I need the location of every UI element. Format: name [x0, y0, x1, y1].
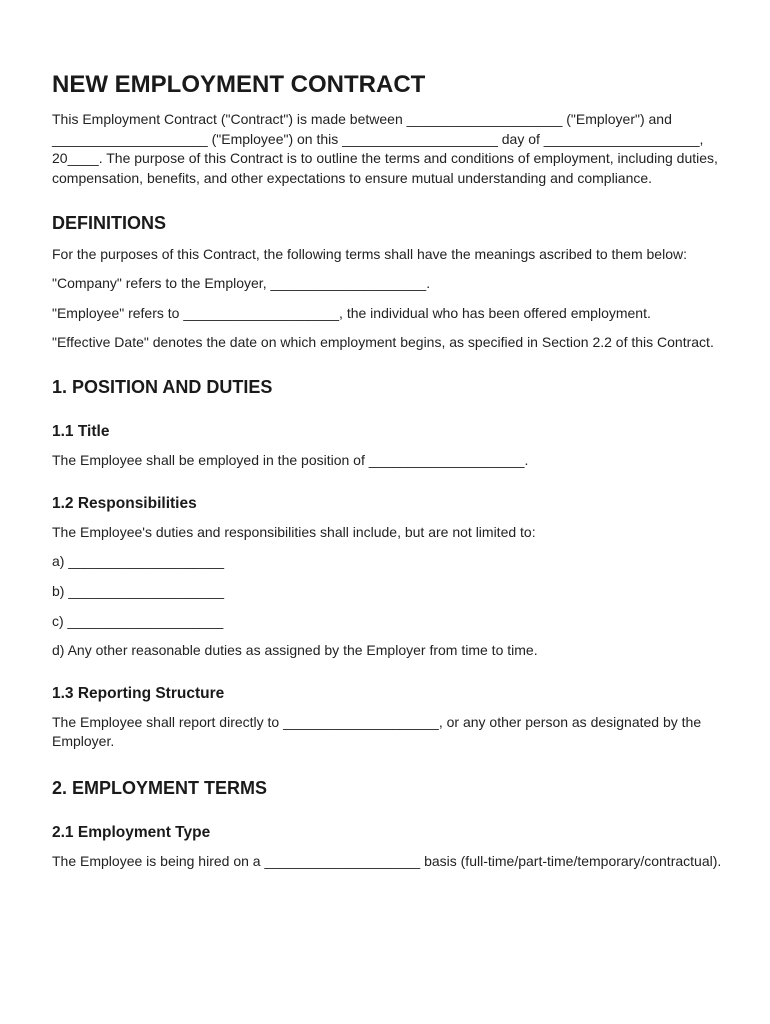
section-2-1-heading: 2.1 Employment Type	[52, 824, 211, 841]
responsibility-item: b) ____________________	[52, 583, 225, 600]
definitions-heading: DEFINITIONS	[52, 213, 167, 234]
definitions-intro: For the purposes of this Contract, the following terms shall have the meanings ascribed to them below:	[52, 246, 687, 263]
intro-paragraph: This Employment Contract ("Contract") is made between ____________________ ("Employer") and ____________________ ("Employee") on this ____________________ day of ____________________, 20____. The purpose of this Contract is to outline the terms and conditions of employment, including duties, compensation, benefits, and other expectations to ensure mutual understanding and compliance.	[52, 111, 718, 186]
section-1-1-body: The Employee shall be employed in the position of ____________________.	[52, 452, 529, 469]
definition-item: "Employee" refers to ____________________, the individual who has been offered employment.	[52, 304, 651, 321]
document-title: NEW EMPLOYMENT CONTRACT	[52, 71, 426, 98]
section-1-2-body: The Employee's duties and responsibilities shall include, but are not limited to:	[52, 523, 536, 540]
section-2-heading: 2. EMPLOYMENT TERMS	[52, 778, 268, 798]
document-page	[52, 70, 722, 872]
responsibility-item: d) Any other reasonable duties as assigned by the Employer from time to time.	[52, 642, 538, 659]
section-1-1-heading: 1.1 Title	[52, 423, 110, 441]
definition-item: "Company" refers to the Employer, ____________________.	[52, 275, 431, 292]
section-2-1-body: The Employee is being hired on a ____________________ basis (full-time/part-time/temporary/contractual).	[52, 853, 722, 869]
responsibility-item: a) ____________________	[52, 553, 225, 570]
section-1-3-body: The Employee shall report directly to ____________________, or any other person as designated by the Employer.	[52, 713, 702, 750]
definition-item: "Effective Date" denotes the date on which employment begins, as specified in Section 2.2 of this Contract.	[52, 333, 714, 350]
section-1-heading: 1. POSITION AND DUTIES	[52, 377, 273, 398]
section-1-2-heading: 1.2 Responsibilities	[52, 494, 197, 512]
responsibility-item: c) ____________________	[52, 612, 224, 629]
section-1-3-heading: 1.3 Reporting Structure	[52, 684, 225, 702]
